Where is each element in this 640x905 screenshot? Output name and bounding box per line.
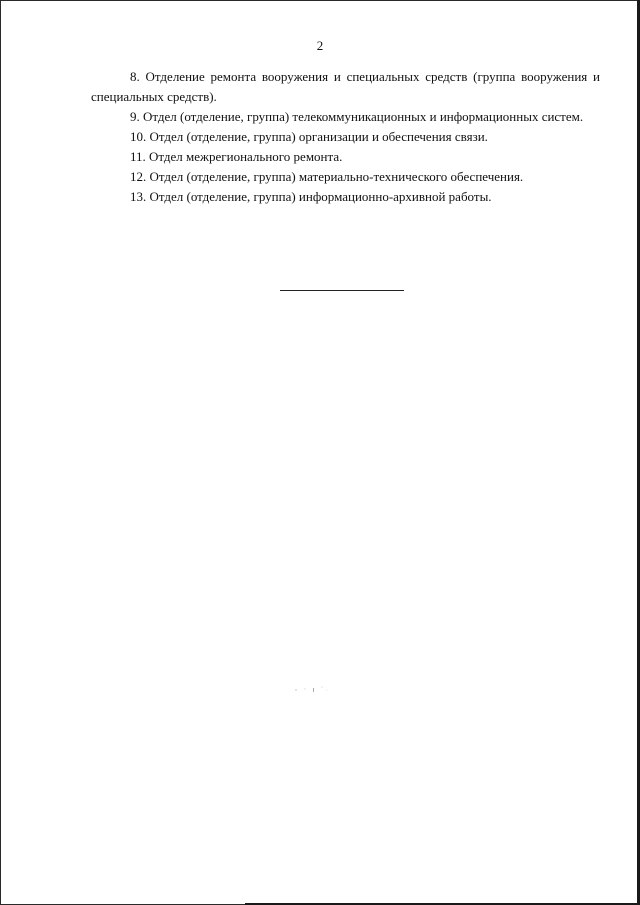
document-body	[91, 67, 600, 207]
list-item: 8. Отделение ремонта вооружения и специальных средств (группа вооружения и специальных средств).	[91, 69, 600, 104]
list-item: 11. Отдел межрегионального ремонта.	[130, 149, 343, 164]
page-number: 2	[316, 38, 324, 53]
list-item: 10. Отдел (отделение, группа) организации и обеспечения связи.	[130, 129, 488, 144]
scan-noise	[292, 684, 332, 696]
end-separator-line	[280, 290, 404, 291]
list-item: 9. Отдел (отделение, группа) телекоммуникационных и информационных систем.	[130, 109, 584, 124]
list-item: 13. Отдел (отделение, группа) информационно-архивной работы.	[130, 189, 492, 204]
list-item: 12. Отдел (отделение, группа) материально-технического обеспечения.	[130, 169, 524, 184]
